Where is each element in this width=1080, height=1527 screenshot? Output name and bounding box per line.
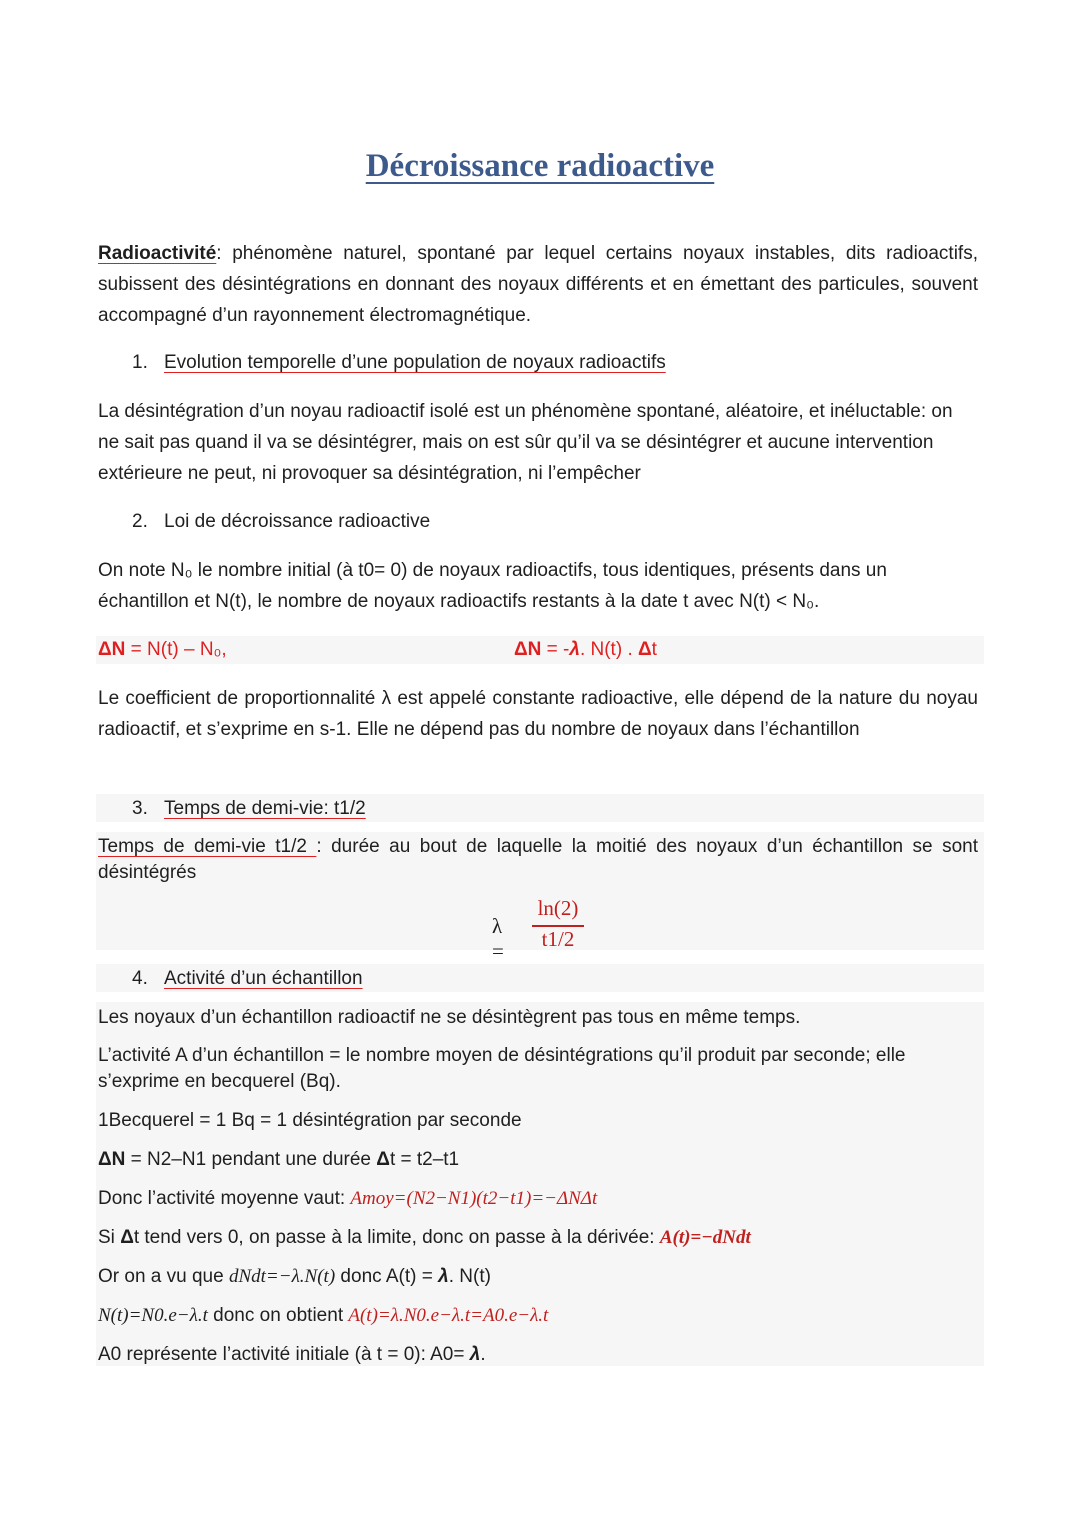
line-text: donc A(t) = (335, 1266, 439, 1287)
formula-text: = N(t) – N₀, (125, 639, 227, 660)
section1-paragraph: La désintégration d’un noyau radioactif isolé est un phénomène spontané, aléatoire, et inéluctable: on ne sait pas quand il va se désintégrer, mais on est sûr qu’il va se désintégrer et aucune intervention extérieure ne peut, ni provoquer sa désintégration, ni l’empêcher (98, 401, 953, 484)
activity-exponential-formula: A(t)=λ.N0.e−λ.t=A0.e−λ.t (348, 1305, 549, 1326)
delta-symbol: Δ (638, 639, 652, 660)
section2-paragraph-2: Le coefficient de proportionnalité λ est appelé constante radioactive, elle dépend de la nature du noyau radioactif, et s’exprime en s-1. Elle ne dépend pas du nombre de noyaux dans l’échantillon (98, 688, 978, 740)
page-title: Décroissance radioactive (365, 148, 715, 184)
line-text: = N2–N1 pendant une durée (125, 1149, 377, 1170)
section3-paragraph (98, 834, 978, 886)
line-text: . (480, 1344, 486, 1365)
line-text: t tend vers 0, on passe à la limite, donc on passe à la dérivée: (133, 1227, 660, 1248)
delta-symbol: ΔN (98, 639, 126, 660)
initial-activity-line (98, 1342, 486, 1368)
section-number: 1. (132, 352, 148, 373)
line-text: Or on a vu que (98, 1266, 229, 1287)
section-number: 4. (132, 968, 148, 989)
half-life-term: Temps de demi-vie t1/2 (98, 836, 317, 857)
section-title: Temps de demi-vie: t1/2 (164, 798, 366, 819)
formula-text: . N(t) . (579, 639, 639, 660)
lambda-symbol: λ (469, 1344, 481, 1365)
half-life-definition: : durée au bout de laquelle la moitié des noyaux d’un échantillon se sont désintégrés (98, 836, 978, 883)
line-text: A0 représente l’activité initiale (à t = 0): A0= (98, 1344, 470, 1365)
section-number: 2. (132, 511, 148, 532)
line-text: Si (98, 1227, 121, 1248)
lambda-symbol: λ (569, 639, 580, 660)
section-heading-2 (132, 509, 430, 535)
intro-paragraph (98, 238, 978, 331)
lambda-equals: λ = (492, 914, 504, 963)
section-number: 3. (132, 798, 148, 819)
decay-law-formula (514, 637, 657, 663)
derivative-line (98, 1225, 751, 1251)
fraction-denominator: t1/2 (541, 927, 575, 951)
activity-line-1: Les noyaux d’un échantillon radioactif ne se désintègrent pas tous en même temps. (98, 1007, 801, 1028)
delta-n-formula (98, 637, 227, 663)
activity-definition: L’activité A d’un échantillon = le nombre moyen de désintégrations qu’il produit par seconde; elle s’exprime en becquerel (Bq). (98, 1045, 906, 1092)
exponential-line (98, 1303, 548, 1329)
delta-symbol: ΔN (98, 1149, 126, 1170)
dn-dt-formula: dNdt=−λ.N(t) (228, 1266, 336, 1287)
activity-derivative-formula: A(t)=−dNdt (659, 1227, 751, 1248)
section-heading-4 (132, 966, 363, 992)
section-title: Loi de décroissance radioactive (164, 511, 431, 532)
line-text: t = t2–t1 (389, 1149, 460, 1170)
formula-text: t (651, 639, 657, 660)
section-heading-3 (132, 796, 366, 822)
n-t-formula: N(t)=N0.e−λ.t (98, 1305, 208, 1326)
section-title: Evolution temporelle d’une population de noyaux radioactifs (164, 352, 666, 373)
mean-activity-line (98, 1186, 597, 1212)
fraction-numerator: ln(2) (537, 896, 579, 920)
delta-symbol: ΔN (514, 639, 542, 660)
line-text: donc on obtient (207, 1305, 349, 1326)
intro-text: : phénomène naturel, spontané par lequel certains noyaux instables, dits radioactifs, subissent des désintégrations en donnant des noyaux différents et en émettant des particules, souvent accompagné d’un rayonnement électromagnétique. (98, 243, 978, 326)
activity-lambda-line (98, 1264, 491, 1290)
delta-symbol: Δ (120, 1227, 134, 1248)
formula-text: = - (541, 639, 570, 660)
line-text: . N(t) (448, 1266, 491, 1287)
section2-paragraph: On note N₀ le nombre initial (à t0= 0) de noyaux radioactifs, tous identiques, présents dans un échantillon et N(t), le nombre de noyaux radioactifs restants à la date t avec N(t) < N₀. (98, 560, 887, 612)
lambda-symbol: λ (438, 1266, 449, 1287)
becquerel-line: 1Becquerel = 1 Bq = 1 désintégration par seconde (98, 1110, 522, 1131)
delta-symbol: Δ (376, 1149, 390, 1170)
intro-term: Radioactivité (98, 243, 217, 264)
delta-n-line (98, 1147, 459, 1173)
line-text: Donc l’activité moyenne vaut: (98, 1188, 351, 1209)
section-heading-1 (132, 350, 666, 376)
mean-activity-formula: Amoy=(N2−N1)(t2−t1)=−ΔNΔt (350, 1188, 598, 1209)
section-title: Activité d’un échantillon (164, 968, 363, 989)
